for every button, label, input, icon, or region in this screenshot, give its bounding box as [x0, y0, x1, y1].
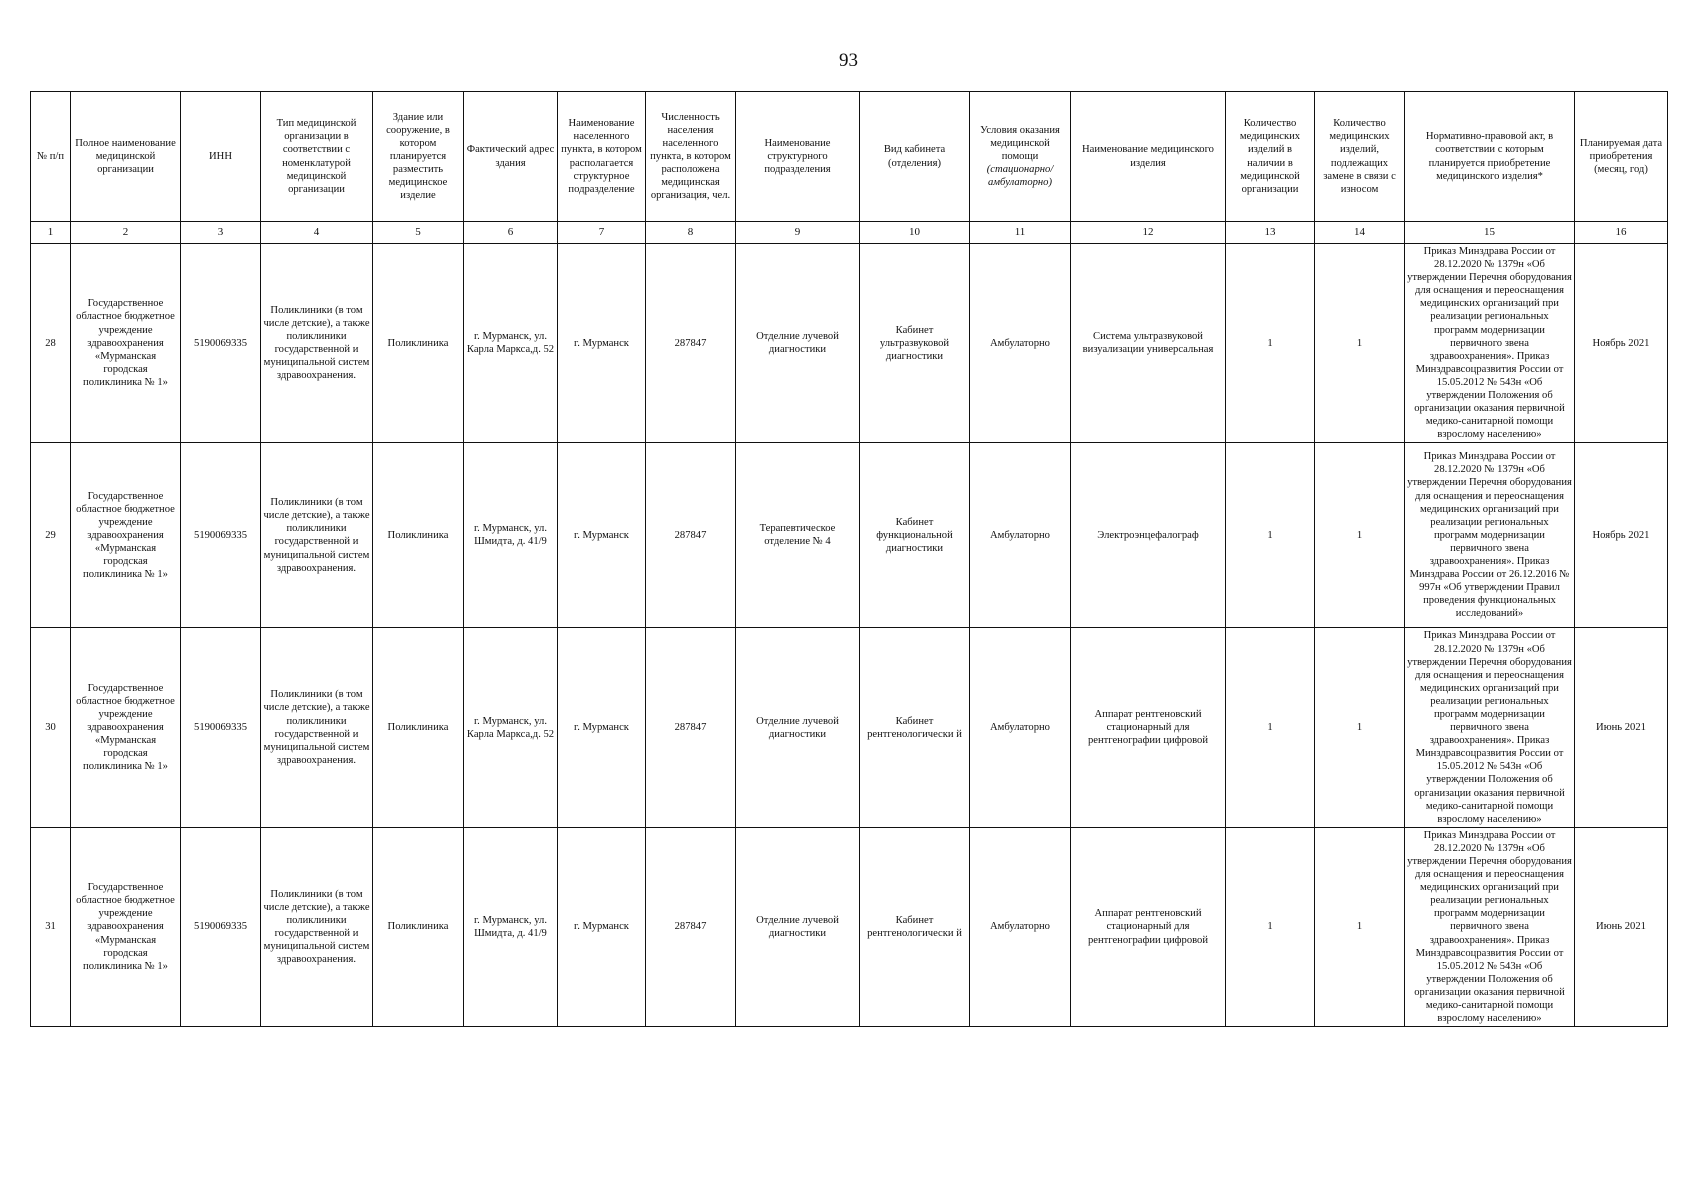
cell-city: г. Мурманск [558, 628, 646, 827]
col-number: 12 [1071, 222, 1226, 244]
col-number: 3 [181, 222, 261, 244]
cell-building: Поликлиника [373, 827, 464, 1026]
col-header-cabinet: Вид кабинета (отделения) [860, 92, 970, 222]
cell-org: Государственное областное бюджетное учреждение здравоохранения «Мурманская городская поликлиника № 1» [71, 443, 181, 628]
cell-org: Государственное областное бюджетное учреждение здравоохранения «Мурманская городская поликлиника № 1» [71, 628, 181, 827]
col-header-conditions [970, 92, 1071, 222]
cell-qty-have: 1 [1226, 443, 1315, 628]
cell-device: Аппарат рентгеновский стационарный для рентгенографии цифровой [1071, 827, 1226, 1026]
cell-act: Приказ Минздрава России от 28.12.2020 № 1379н «Об утверждении Перечня оборудования для оснащения и переоснащения медицинских организаций при реализации региональных программ модернизации первичного звена здравоохранения». Приказ Минздравсоцразвития России от 15.05.2012 № 543н «Об утверждении Положения об организации оказания первичной медико-санитарной помощи взрослому населению» [1405, 628, 1575, 827]
cell-population: 287847 [646, 443, 736, 628]
cell-cabinet: Кабинет рентгенологически й [860, 628, 970, 827]
cell-device: Система ультразвуковой визуализации универсальная [1071, 244, 1226, 443]
cell-qty-replace: 1 [1315, 244, 1405, 443]
cell-population: 287847 [646, 628, 736, 827]
cell-act: Приказ Минздрава России от 28.12.2020 № 1379н «Об утверждении Перечня оборудования для оснащения и переоснащения медицинских организаций при реализации региональных программ модернизации первичного звена здравоохранения». Приказ Минздравсоцразвития России от 15.05.2012 № 543н «Об утверждении Положения об организации оказания первичной медико-санитарной помощи взрослому населению» [1405, 827, 1575, 1026]
col-number: 11 [970, 222, 1071, 244]
col-number: 4 [261, 222, 373, 244]
col-header-city: Наименование населенного пункта, в котором располагается структурное подразделение [558, 92, 646, 222]
table-row [31, 628, 1668, 827]
col-number: 16 [1575, 222, 1668, 244]
cell-conditions: Амбулаторно [970, 628, 1071, 827]
cell-type: Поликлиники (в том числе детские), а также поликлиники государственной и муниципальной систем здравоохранения. [261, 628, 373, 827]
equipment-registry-table [30, 91, 1668, 1027]
cell-date: Ноябрь 2021 [1575, 244, 1668, 443]
col-header-unit: Наименование структурного подразделения [736, 92, 860, 222]
col-header-qty-have: Количество медицинских изделий в наличии в медицинской организации [1226, 92, 1315, 222]
col-number: 13 [1226, 222, 1315, 244]
cell-device: Электроэнцефалограф [1071, 443, 1226, 628]
col-number: 14 [1315, 222, 1405, 244]
cell-population: 287847 [646, 244, 736, 443]
cell-type: Поликлиники (в том числе детские), а также поликлиники государственной и муниципальной систем здравоохранения. [261, 244, 373, 443]
cell-unit: Терапевтическое отделение № 4 [736, 443, 860, 628]
col-header-building: Здание или сооружение, в котором планируется разместить медицинское изделие [373, 92, 464, 222]
col-header-device: Наименование медицинского изделия [1071, 92, 1226, 222]
cell-org: Государственное областное бюджетное учреждение здравоохранения «Мурманская городская поликлиника № 1» [71, 827, 181, 1026]
cell-date: Июнь 2021 [1575, 628, 1668, 827]
col-number: 1 [31, 222, 71, 244]
cell-cabinet: Кабинет функциональной диагностики [860, 443, 970, 628]
col-number: 8 [646, 222, 736, 244]
col-number: 7 [558, 222, 646, 244]
cell-qty-replace: 1 [1315, 628, 1405, 827]
cell-type: Поликлиники (в том числе детские), а также поликлиники государственной и муниципальной систем здравоохранения. [261, 443, 373, 628]
col-number: 2 [71, 222, 181, 244]
cell-date: Ноябрь 2021 [1575, 443, 1668, 628]
cell-type: Поликлиники (в том числе детские), а также поликлиники государственной и муниципальной систем здравоохранения. [261, 827, 373, 1026]
col-header-conditions-italic: (стационарно/ амбулаторно) [986, 164, 1054, 189]
table-row [31, 443, 1668, 628]
cell-population: 287847 [646, 827, 736, 1026]
table-row [31, 244, 1668, 443]
cell-org: Государственное областное бюджетное учреждение здравоохранения «Мурманская городская поликлиника № 1» [71, 244, 181, 443]
cell-building: Поликлиника [373, 244, 464, 443]
cell-no: 30 [31, 628, 71, 827]
cell-inn: 5190069335 [181, 244, 261, 443]
col-number: 9 [736, 222, 860, 244]
col-header-inn: ИНН [181, 92, 261, 222]
cell-no: 28 [31, 244, 71, 443]
cell-building: Поликлиника [373, 628, 464, 827]
cell-act: Приказ Минздрава России от 28.12.2020 № 1379н «Об утверждении Перечня оборудования для оснащения и переоснащения медицинских организаций при реализации региональных программ модернизации первичного звена здравоохранения». Приказ Минздравсоцразвития России от 15.05.2012 № 543н «Об утверждении Положения об организации оказания первичной медико-санитарной помощи взрослому населению» [1405, 244, 1575, 443]
cell-city: г. Мурманск [558, 827, 646, 1026]
cell-address: г. Мурманск, ул. Карла Маркса,д. 52 [464, 628, 558, 827]
cell-city: г. Мурманск [558, 443, 646, 628]
cell-unit: Отделние лучевой диагностики [736, 827, 860, 1026]
col-header-no: № п/п [31, 92, 71, 222]
cell-qty-have: 1 [1226, 827, 1315, 1026]
col-header-type: Тип медицинской организации в соответствии с номенклатурой медицинской организации [261, 92, 373, 222]
cell-conditions: Амбулаторно [970, 244, 1071, 443]
cell-no: 29 [31, 443, 71, 628]
cell-cabinet: Кабинет рентгенологически й [860, 827, 970, 1026]
col-header-date: Планируемая дата приобретения (месяц, год) [1575, 92, 1668, 222]
cell-address: г. Мурманск, ул. Шмидта, д. 41/9 [464, 827, 558, 1026]
col-header-act: Нормативно-правовой акт, в соответствии с которым планируется приобретение медицинского изделия* [1405, 92, 1575, 222]
cell-conditions: Амбулаторно [970, 827, 1071, 1026]
cell-qty-have: 1 [1226, 244, 1315, 443]
cell-date: Июнь 2021 [1575, 827, 1668, 1026]
cell-cabinet: Кабинет ультразвуковой диагностики [860, 244, 970, 443]
cell-inn: 5190069335 [181, 628, 261, 827]
cell-qty-replace: 1 [1315, 443, 1405, 628]
cell-qty-have: 1 [1226, 628, 1315, 827]
page-number: 93 [839, 50, 858, 71]
col-header-org: Полное наименование медицинской организации [71, 92, 181, 222]
cell-inn: 5190069335 [181, 827, 261, 1026]
cell-conditions: Амбулаторно [970, 443, 1071, 628]
cell-address: г. Мурманск, ул. Шмидта, д. 41/9 [464, 443, 558, 628]
col-number: 5 [373, 222, 464, 244]
table-row [31, 827, 1668, 1026]
cell-city: г. Мурманск [558, 244, 646, 443]
cell-act: Приказ Минздрава России от 28.12.2020 № 1379н «Об утверждении Перечня оборудования для оснащения и переоснащения медицинских организаций при реализации региональных программ модернизации первичного звена здравоохранения». Приказ Минздрава России от 26.12.2016 № 997н «Об утверждении Правил проведения функциональных исследований» [1405, 443, 1575, 628]
col-header-address: Фактический адрес здания [464, 92, 558, 222]
col-header-conditions-label: Условия оказания медицинской помощи [980, 124, 1060, 162]
header-row [31, 92, 1668, 222]
cell-unit: Отделние лучевой диагностики [736, 244, 860, 443]
column-number-row [31, 222, 1668, 244]
col-number: 6 [464, 222, 558, 244]
cell-address: г. Мурманск, ул. Карла Маркса,д. 52 [464, 244, 558, 443]
cell-device: Аппарат рентгеновский стационарный для рентгенографии цифровой [1071, 628, 1226, 827]
cell-no: 31 [31, 827, 71, 1026]
col-header-qty-replace: Количество медицинских изделий, подлежащих замене в связи с износом [1315, 92, 1405, 222]
col-number: 10 [860, 222, 970, 244]
cell-building: Поликлиника [373, 443, 464, 628]
col-number: 15 [1405, 222, 1575, 244]
cell-inn: 5190069335 [181, 443, 261, 628]
col-header-population: Численность населения населенного пункта, в котором расположена медицинская организация, чел. [646, 92, 736, 222]
cell-qty-replace: 1 [1315, 827, 1405, 1026]
cell-unit: Отделние лучевой диагностики [736, 628, 860, 827]
